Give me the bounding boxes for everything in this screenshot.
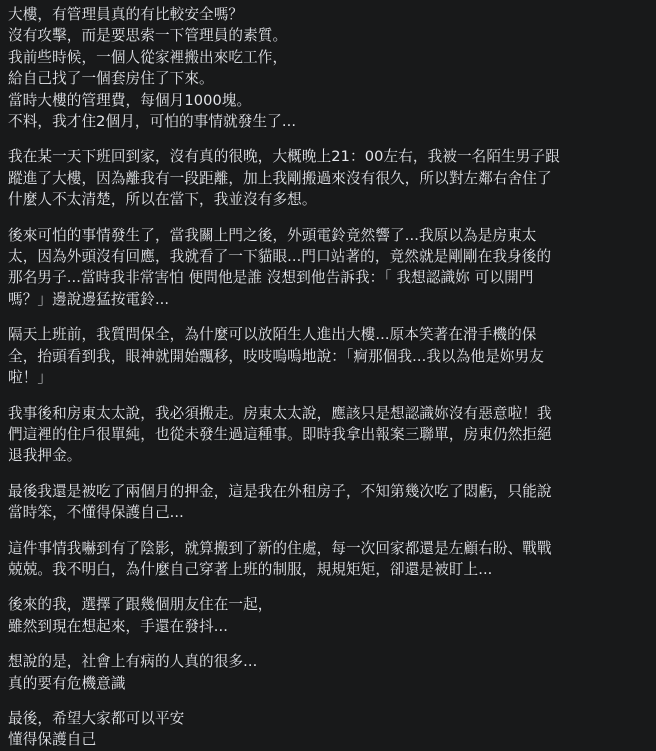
post-text-line: 我前些時候，一個人從家裡搬出來吃工作， xyxy=(8,48,288,66)
post-paragraph xyxy=(8,651,648,694)
post-text-line: 那名男子...當時我非常害怕 便問他是誰 沒想到他告訴我：「 我想認識妳 可以開門 xyxy=(8,269,534,287)
post-text-line: 最後，希望大家都可以平安 xyxy=(8,709,185,727)
post-text-line: 懂得保護自己 xyxy=(8,731,97,749)
post-text-line: 太，因為外頭沒有回應，我就看了一下貓眼...門口站著的，竟然就是剛剛在我身後的 xyxy=(8,248,552,266)
post-text-line: 們這裡的住戶很單純，也從未發生過這種事。即時我拿出報案三聯單，房東仍然拒絕 xyxy=(8,425,552,443)
post-text-line: 後來的我，選擇了跟幾個朋友住在一起， xyxy=(8,596,273,614)
post-text-line: 當時大樓的管理費，每個月1000塊。 xyxy=(8,91,252,109)
post-text-line: 沒有攻擊，而是要思索一下管理員的素質。 xyxy=(8,27,288,45)
post-paragraph xyxy=(8,594,648,637)
post-text-line: 退我押金。 xyxy=(8,447,82,465)
post-text-line: 想說的是，社會上有病的人真的很多... xyxy=(8,653,258,671)
post-text-line: 後來可怕的事情發生了，當我關上門之後，外頭電鈴竟然響了...我原以為是房東太 xyxy=(8,226,537,244)
post-paragraph xyxy=(8,481,648,524)
post-paragraph xyxy=(8,225,648,311)
post-text-line: 嗎？」邊說邊猛按電鈴... xyxy=(8,290,170,308)
post-paragraph xyxy=(8,146,648,210)
post-text-line: 什麼人不太清楚，所以在當下，我並沒有多想。 xyxy=(8,191,317,209)
post-text-line: 當時笨，不懂得保護自己... xyxy=(8,504,184,522)
post-text-line: 真的要有危機意識 xyxy=(8,674,126,692)
post-text-line: 雖然到現在想起來，手還在發抖... xyxy=(8,617,228,635)
post-paragraph xyxy=(8,403,648,467)
post-text-line: 我在某一天下班回到家，沒有真的很晚，大概晚上21：00左右，我被一名陌生男子跟 xyxy=(8,148,560,166)
post-text-line: 這件事情我嚇到有了陰影，就算搬到了新的住處，每一次回家都還是左顧右盼、戰戰 xyxy=(8,539,552,557)
post-text-line: 給自己找了一個套房住了下來。 xyxy=(8,70,214,88)
post-paragraph xyxy=(8,538,648,581)
post-text-line: 兢兢。我不明白，為什麼自己穿著上班的制服，規規矩矩，卻還是被盯上... xyxy=(8,560,493,578)
post-paragraph xyxy=(8,708,648,751)
post-text-line: 不料，我才住2個月，可怕的事情就發生了... xyxy=(8,113,297,131)
post-text-line: 隔天上班前，我質問保全，為什麼可以放陌生人進出大樓...原本笑著在滑手機的保 xyxy=(8,326,537,344)
post-text-line: 大樓，有管理員真的有比較安全嗎？ xyxy=(8,6,244,23)
post-paragraph xyxy=(8,4,648,132)
post-text-line: 我事後和房東太太說，我必須搬走。房東太太說，應該只是想認識妳沒有惡意啦！我 xyxy=(8,404,552,422)
post-text-line: 啦！」 xyxy=(8,369,53,387)
post-text-line: 最後我還是被吃了兩個月的押金，這是我在外租房子，不知第幾次吃了悶虧，只能說 xyxy=(8,482,552,500)
post-text-line: 蹤進了大樓，因為離我有一段距離，加上我剛搬過來沒有很久，所以對左鄰右舍住了 xyxy=(8,169,552,187)
post-paragraph xyxy=(8,324,648,388)
post-text-line: 全，抬頭看到我，眼神就開始飄移，吱吱嗚嗚地說：「痾那個我...我以為他是妳男友 xyxy=(8,347,544,365)
